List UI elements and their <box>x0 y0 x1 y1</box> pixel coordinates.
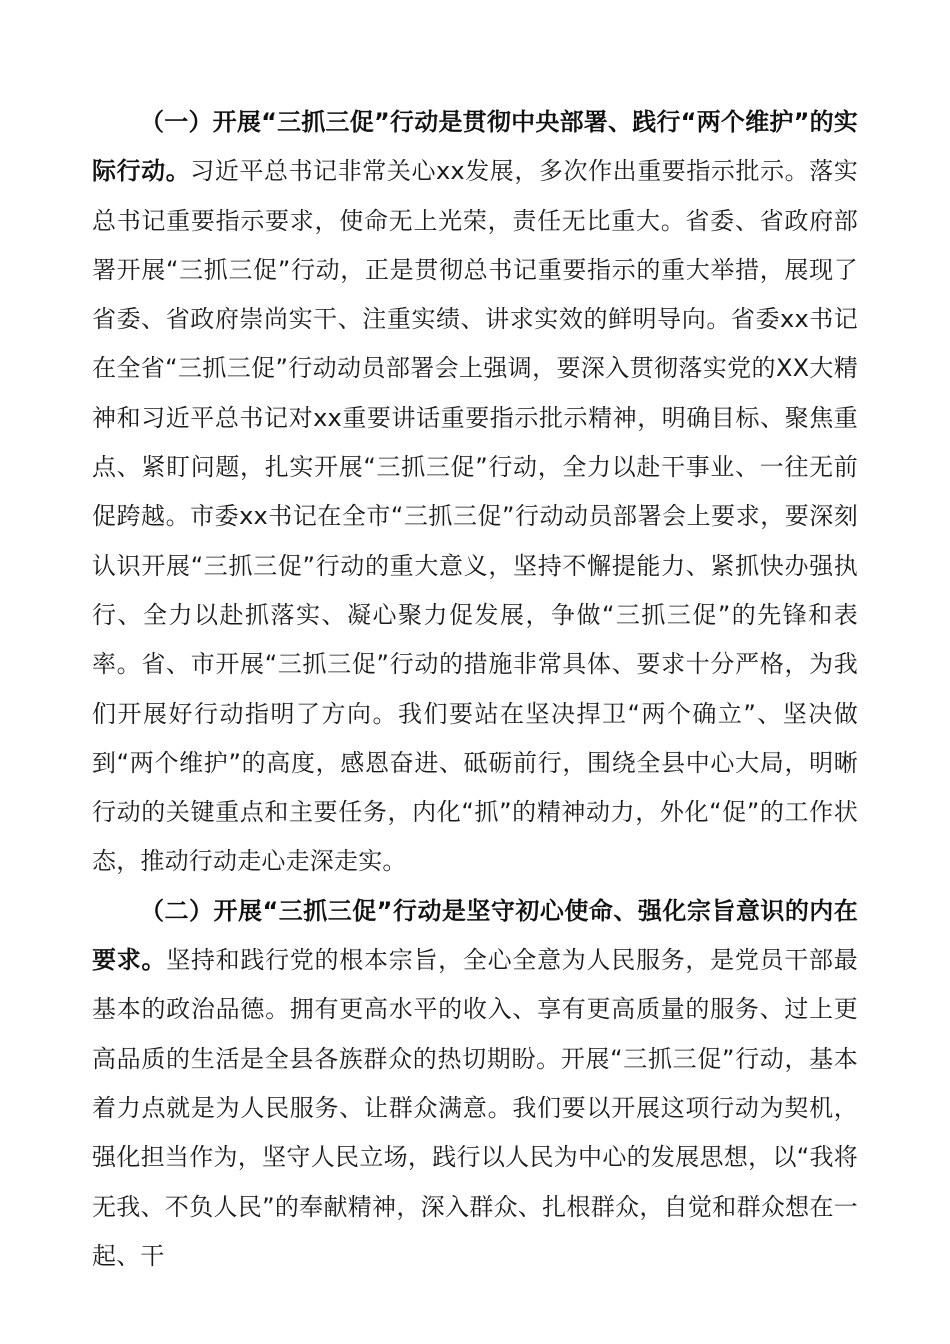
paragraph-2-body: 坚持和践行党的根本宗旨，全心全意为人民服务，是党员干部最基本的政治品德。拥有更高水平的收入、享有更高质量的服务、过上更高品质的生活是全县各族群众的热切期盼。开展“三抓三促”行动，基本着力点就是为人民服务、让群众满意。我们要以开展这项行动为契机，强化担当作为，坚守人民立场，践行以人民为中心的发展思想，以“我将无我、不负人民”的奉献精神，深入群众、扎根群众，自觉和群众想在一起、干 <box>92 946 858 1270</box>
paragraph-1-body: 习近平总书记非常关心xx发展，多次作出重要指示批示。落实总书记重要指示要求，使命无上光荣，责任无比重大。省委、省政府部署开展“三抓三促”行动，正是贯彻总书记重要指示的重大举措，展现了省委、省政府崇尚实干、注重实绩、讲求实效的鲜明导向。省委xx书记在全省“三抓三促”行动动员部署会上强调，要深入贯彻落实党的XX大精神和习近平总书记对xx重要讲话重要指示批示精神，明确目标、聚焦重点、紧盯问题，扎实开展“三抓三促”行动，全力以赴干事业、一往无前促跨越。市委xx书记在全市“三抓三促”行动动员部署会上要求，要深刻认识开展“三抓三促”行动的重大意义，坚持不懈提能力、紧抓快办强执行、全力以赴抓落实、凝心聚力促发展，争做“三抓三促”的先锋和表率。省、市开展“三抓三促”行动的措施非常具体、要求十分严格，为我们开展好行动指明了方向。我们要站在坚决捍卫“两个确立”、坚决做到“两个维护”的高度，感恩奋进、砥砺前行，围绕全县中心大局，明晰行动的关键重点和主要任务，内化“抓”的精神动力，外化“促”的工作状态，推动行动走心走深走实。 <box>92 157 858 876</box>
paragraph-1 <box>92 98 858 887</box>
paragraph-2-heading: （二）开展“三抓三促”行动是坚守初心使命、强化宗旨意识的内在要求。 <box>92 896 858 975</box>
paragraph-1-heading: （一）开展“三抓三促”行动是贯彻中央部署、践行“两个维护”的实际行动。 <box>92 108 858 186</box>
paragraph-2 <box>92 887 858 1281</box>
document-body <box>92 98 858 1281</box>
